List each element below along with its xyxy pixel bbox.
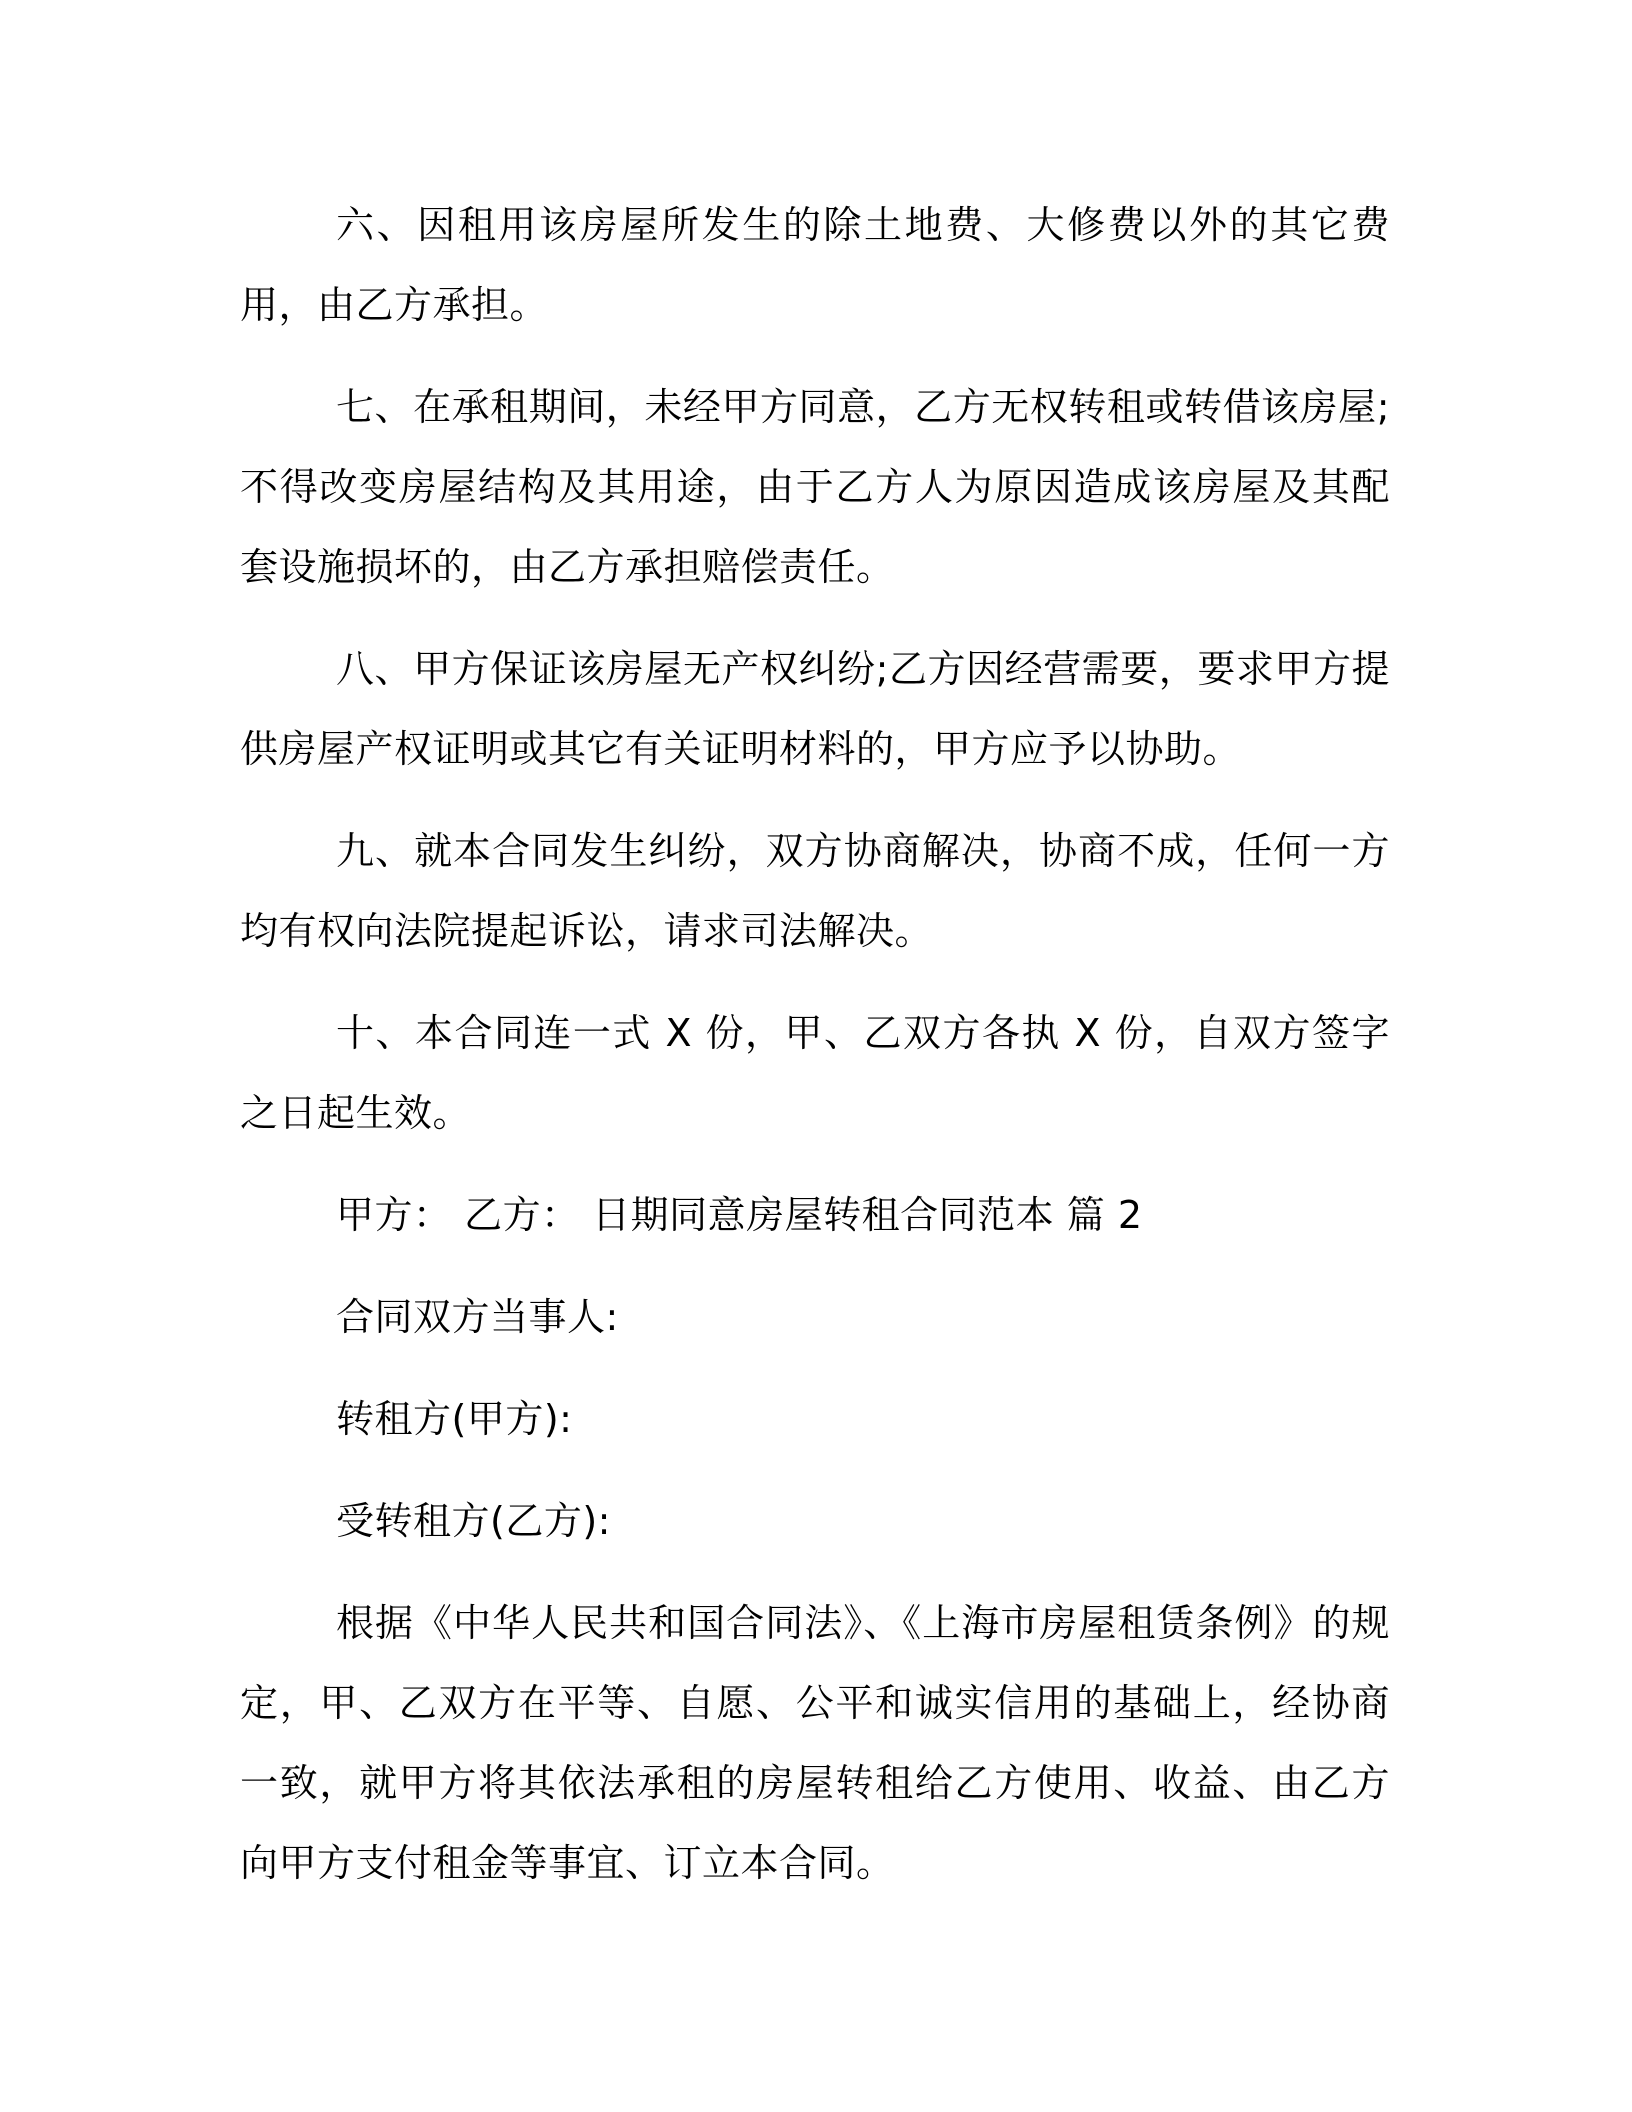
clause-8: 八、甲方保证该房屋无产权纠纷;乙方因经营需要，要求甲方提供房屋产权证明或其它有关证明材料的，甲方应予以协助。 [240, 647, 1390, 771]
sublessor-line: 转租方(甲方): [336, 1397, 573, 1441]
signature-line: 甲方： 乙方： 日期同意房屋转租合同范本 篇 2 [336, 1193, 1143, 1237]
parties-heading: 合同双方当事人: [336, 1295, 619, 1339]
preamble-paragraph: 根据《中华人民共和国合同法》、《上海市房屋租赁条例》的规定，甲、乙双方在平等、自愿、公平和诚实信用的基础上，经协商一致，就甲方将其依法承租的房屋转租给乙方使用、收益、由乙方向甲方支付租金等事宜、订立本合同。 [240, 1601, 1390, 1885]
clause-6: 六、因租用该房屋所发生的除土地费、大修费以外的其它费用，由乙方承担。 [240, 203, 1390, 327]
document-body [240, 185, 1390, 1925]
clause-7: 七、在承租期间，未经甲方同意，乙方无权转租或转借该房屋;不得改变房屋结构及其用途，由于乙方人为原因造成该房屋及其配套设施损坏的，由乙方承担赔偿责任。 [240, 385, 1390, 589]
sublessee-line: 受转租方(乙方): [336, 1499, 611, 1543]
clause-10: 十、本合同连一式 X 份，甲、乙双方各执 X 份，自双方签字之日起生效。 [240, 1011, 1390, 1135]
clause-9: 九、就本合同发生纠纷，双方协商解决，协商不成，任何一方均有权向法院提起诉讼，请求司法解决。 [240, 829, 1390, 953]
